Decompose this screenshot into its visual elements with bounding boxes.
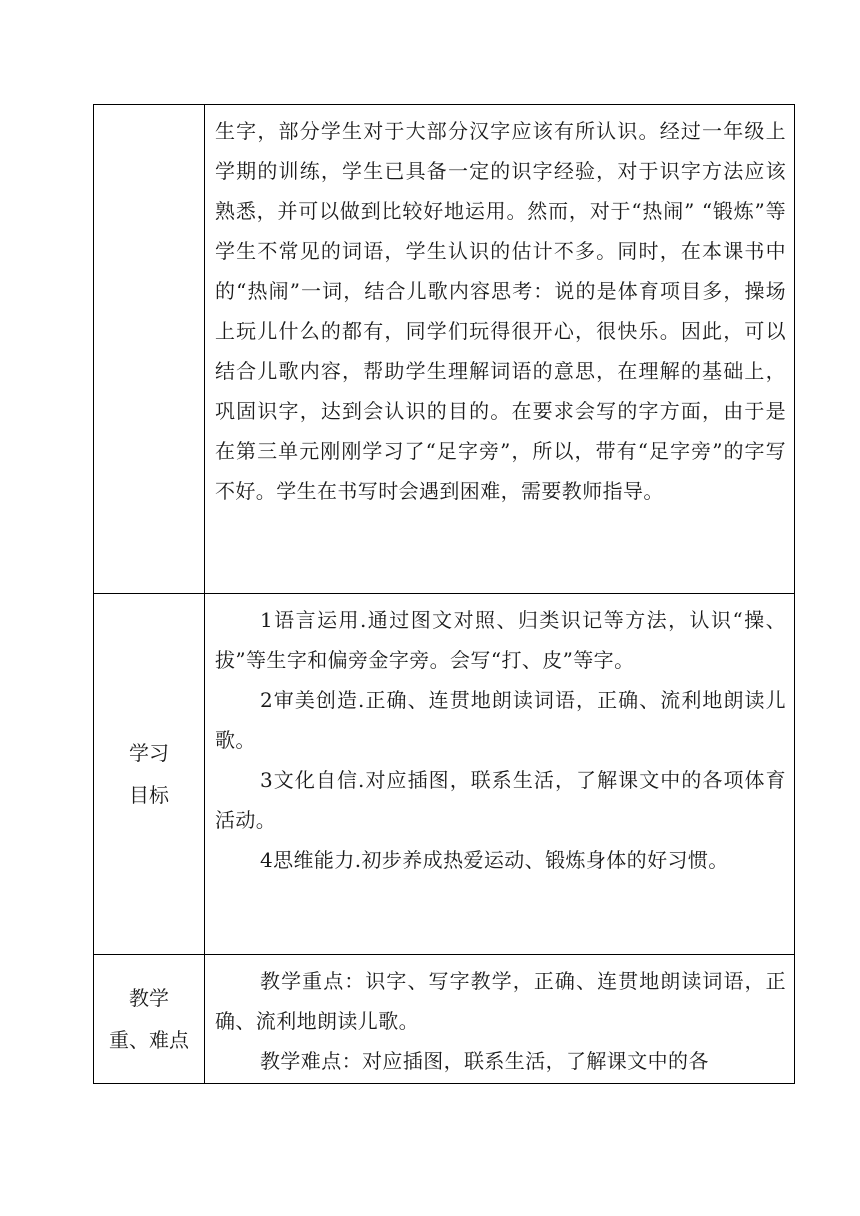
learner-analysis-text: 生字，部分学生对于大部分汉字应该有所认识。经过一年级上学期的训练，学生已具备一定的识字经验，对于识字方法应该熟悉，并可以做到比较好地运用。然而，对于“热闹” “锻炼”等学生不常见的词语，学生认识的估计不多。同时，在本课书中的“热闹”一词，结合儿歌内容思考：说的是体育项目多，操场上玩儿什么的都有，同学们玩得很开心，很快乐。因此，可以结合儿歌内容，帮助学生理解词语的意思，在理解的基础上，巩固识字，达到会认识的目的。在要求会写的字方面，由于是在第三单元刚刚学习了“足字旁”，所以，带有“足字旁”的字写不好。学生在书写时会遇到困难，需要教师指导。 <box>215 119 786 503</box>
lesson-plan-table <box>93 104 795 1084</box>
teaching-focus-label-line1: 教学 <box>129 986 169 1010</box>
teaching-difficulty: 教学难点：对应插图，联系生活，了解课文中的各 <box>260 1049 709 1073</box>
learning-goals-content <box>205 594 795 955</box>
learning-goals-label-cell <box>94 594 205 955</box>
learner-analysis-row <box>94 105 795 594</box>
teaching-key-point: 教学重点：识字、写字教学，正确、连贯地朗读词语，正确、流利地朗读儿歌。 <box>215 969 786 1033</box>
learning-goal-item: 2审美创造.正确、连贯地朗读词语，正确、流利地朗读儿歌。 <box>215 688 786 752</box>
learning-goals-label-line1: 学习 <box>129 741 169 765</box>
learning-goal-item: 3文化自信.对应插图，联系生活，了解课文中的各项体育活动。 <box>215 768 786 832</box>
learning-goal-item: 1语言运用.通过图文对照、归类识记等方法，认识“操、拔”等生字和偏旁金字旁。会写“打、皮”等字。 <box>215 608 786 672</box>
teaching-focus-content <box>205 955 795 1084</box>
learning-goal-item: 4思维能力.初步养成热爱运动、锻炼身体的好习惯。 <box>260 848 729 872</box>
learning-goals-label-line2: 目标 <box>129 783 169 807</box>
teaching-focus-label-line2: 重、难点 <box>109 1028 189 1052</box>
learning-goals-row <box>94 594 795 955</box>
teaching-focus-label-cell <box>94 955 205 1084</box>
learner-analysis-label-cell <box>94 105 205 594</box>
learner-analysis-content <box>205 105 795 594</box>
teaching-focus-row <box>94 955 795 1084</box>
